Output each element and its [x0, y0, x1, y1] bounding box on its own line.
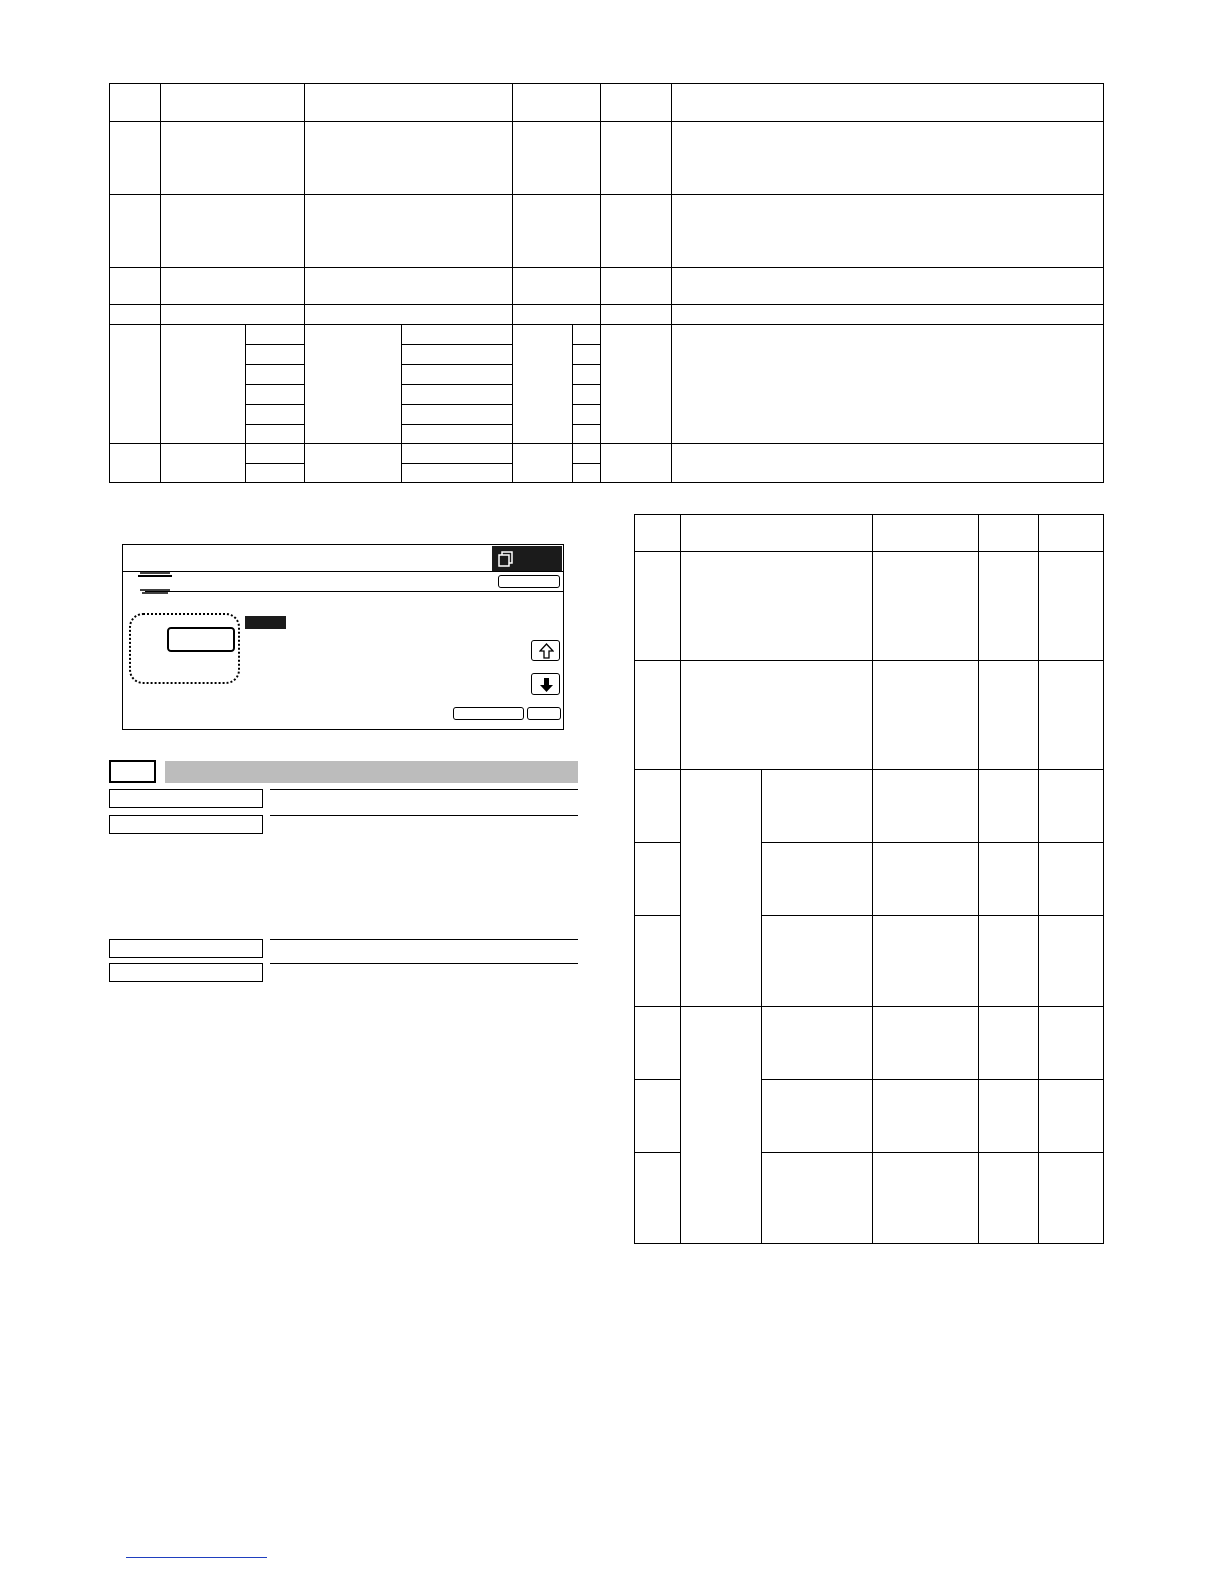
table-row [635, 515, 1104, 552]
table-cell [979, 1080, 1039, 1153]
table-cell [402, 385, 513, 405]
table-cell [161, 444, 246, 483]
table-cell [635, 843, 681, 916]
table-cell [601, 268, 672, 305]
table-cell [1039, 661, 1104, 770]
copy-mode-tab[interactable] [492, 546, 562, 571]
table-cell [672, 122, 1104, 195]
table-cell [873, 1007, 979, 1080]
section-header-bar [165, 761, 578, 783]
table-cell [873, 916, 979, 1007]
panel-bottom-button-wide[interactable] [453, 707, 524, 720]
table-cell [681, 515, 873, 552]
table-cell [762, 916, 873, 1007]
table-cell [762, 1007, 873, 1080]
table-cell [635, 515, 681, 552]
table-cell [601, 84, 672, 122]
table-row [110, 195, 1104, 268]
table-cell [672, 195, 1104, 268]
table-cell [161, 305, 305, 325]
table-cell [246, 345, 305, 365]
table-cell [873, 1153, 979, 1244]
table-cell [246, 444, 305, 464]
arrow-up-icon [539, 643, 554, 659]
table-cell [110, 305, 161, 325]
table-row [110, 268, 1104, 305]
table-cell [635, 916, 681, 1007]
panel-key-button[interactable] [167, 627, 235, 652]
table-cell [672, 444, 1104, 483]
table-cell [681, 552, 873, 661]
table-cell [873, 770, 979, 843]
table-cell [305, 268, 513, 305]
table-cell [573, 325, 601, 345]
table-cell [1039, 843, 1104, 916]
table-cell [513, 305, 601, 325]
table-cell [513, 122, 601, 195]
table-cell [635, 770, 681, 843]
table-cell [161, 268, 305, 305]
table-cell [681, 770, 762, 1007]
label-field-3 [109, 939, 263, 958]
table-cell [635, 661, 681, 770]
table-row [110, 84, 1104, 122]
table-cell [305, 122, 513, 195]
table-cell [979, 1153, 1039, 1244]
menu-lines-icon[interactable] [138, 572, 172, 594]
table-cell [402, 365, 513, 385]
table-cell [573, 464, 601, 483]
table-cell [635, 1153, 681, 1244]
table-cell [573, 385, 601, 405]
table-cell [979, 843, 1039, 916]
table-cell [161, 84, 305, 122]
table-cell [246, 385, 305, 405]
table-cell [513, 268, 601, 305]
table-cell [1039, 1080, 1104, 1153]
table-row [635, 661, 1104, 770]
table-row [110, 122, 1104, 195]
table-cell [762, 1080, 873, 1153]
label-rule-2 [270, 815, 578, 816]
table-cell [246, 464, 305, 483]
table-cell [681, 661, 873, 770]
table-cell [402, 464, 513, 483]
table-cell [1039, 916, 1104, 1007]
table-cell [402, 444, 513, 464]
table-cell [246, 405, 305, 425]
table-cell [1039, 1007, 1104, 1080]
table-cell [573, 405, 601, 425]
table-row [635, 1007, 1104, 1080]
table-cell [573, 345, 601, 365]
table-cell [635, 1080, 681, 1153]
label-field-4 [109, 963, 263, 982]
table-cell [573, 444, 601, 464]
table-cell [402, 325, 513, 345]
table-cell [601, 195, 672, 268]
table-cell [979, 770, 1039, 843]
table-cell [601, 305, 672, 325]
table-cell [672, 325, 1104, 444]
table-cell [1039, 515, 1104, 552]
table-row [110, 444, 1104, 464]
table-cell [573, 365, 601, 385]
label-rule-3 [270, 939, 578, 940]
table-cell [762, 1153, 873, 1244]
table-cell [246, 425, 305, 444]
table-cell [402, 425, 513, 444]
footer-link-underline[interactable] [126, 1557, 267, 1558]
table-cell [873, 515, 979, 552]
right-table [634, 514, 1104, 1244]
table-cell [979, 515, 1039, 552]
table-cell [681, 1007, 762, 1244]
table-cell [601, 325, 672, 444]
table-cell [635, 552, 681, 661]
table-cell [635, 1007, 681, 1080]
table-cell [161, 195, 305, 268]
table-cell [513, 444, 573, 483]
panel-bottom-button-small[interactable] [527, 707, 561, 720]
table-row [635, 770, 1104, 843]
label-field-1 [109, 789, 263, 808]
table-cell [161, 122, 305, 195]
table-cell [246, 365, 305, 385]
table-cell [762, 843, 873, 916]
table-cell [305, 195, 513, 268]
table-row [110, 325, 1104, 345]
table-cell [601, 444, 672, 483]
table-cell [110, 195, 161, 268]
panel-sub-divider [145, 591, 564, 592]
table-cell [305, 305, 513, 325]
table-cell [672, 268, 1104, 305]
table-cell [110, 122, 161, 195]
table-cell [1039, 552, 1104, 661]
table-row [110, 305, 1104, 325]
table-cell [672, 305, 1104, 325]
table-cell [1039, 1153, 1104, 1244]
table-cell [513, 195, 601, 268]
table-cell [672, 84, 1104, 122]
label-rule-4 [270, 963, 578, 964]
table-cell [110, 268, 161, 305]
panel-small-button[interactable] [498, 575, 560, 588]
table-cell [246, 325, 305, 345]
section-number-box [109, 760, 156, 783]
table-cell [979, 1007, 1039, 1080]
table-cell [979, 552, 1039, 661]
table-cell [873, 1080, 979, 1153]
scroll-down-button[interactable] [531, 673, 560, 695]
table-cell [305, 444, 402, 483]
table-cell [110, 444, 161, 483]
top-table [109, 83, 1104, 483]
label-rule-1 [270, 789, 578, 790]
table-cell [979, 661, 1039, 770]
table-cell [873, 843, 979, 916]
table-cell [513, 325, 573, 444]
table-cell [513, 84, 601, 122]
table-cell [873, 661, 979, 770]
highlight-label [245, 616, 286, 629]
arrow-down-icon [539, 677, 554, 693]
table-cell [873, 552, 979, 661]
table-cell [305, 84, 513, 122]
table-cell [573, 425, 601, 444]
table-cell [1039, 770, 1104, 843]
table-cell [161, 325, 246, 444]
table-cell [305, 325, 402, 444]
copy-mode-icon [498, 551, 514, 567]
table-cell [402, 405, 513, 425]
table-cell [402, 345, 513, 365]
table-cell [601, 122, 672, 195]
label-field-2 [109, 815, 263, 834]
table-cell [979, 916, 1039, 1007]
panel-title-divider [122, 571, 564, 572]
table-cell [762, 770, 873, 843]
table-row [635, 552, 1104, 661]
table-cell [110, 325, 161, 444]
scroll-up-button[interactable] [531, 640, 560, 661]
table-cell [110, 84, 161, 122]
